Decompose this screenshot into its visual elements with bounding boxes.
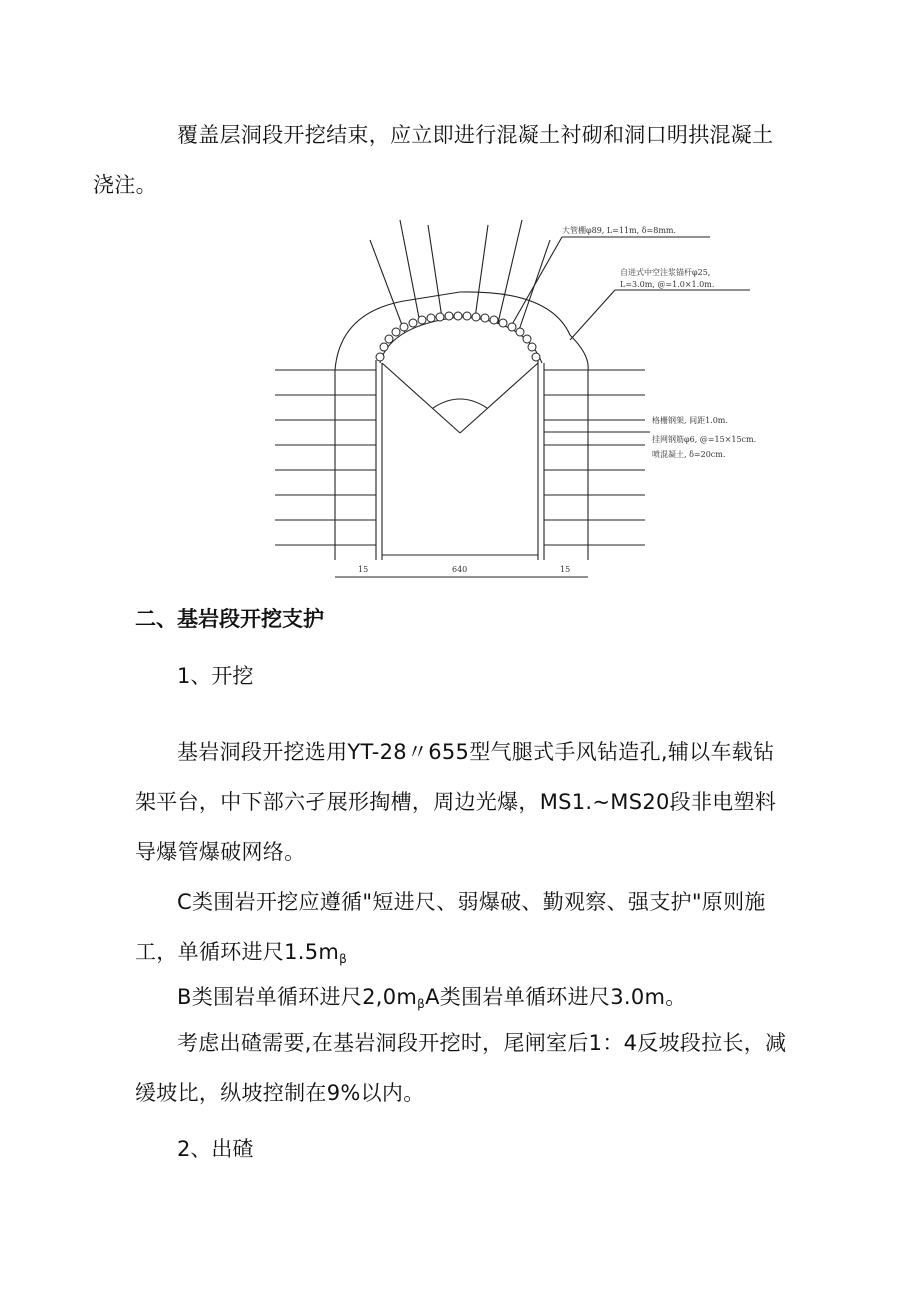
paragraph-c-class-subscript: β xyxy=(339,952,348,966)
label-grid-1: 格栅钢架, 间距1.0m. xyxy=(652,416,728,425)
dim-mid: 640 xyxy=(452,565,468,574)
tunnel-support-diagram xyxy=(270,215,810,585)
dim-right: 15 xyxy=(560,565,571,574)
subheading-mucking: 2、出碴 xyxy=(177,1137,254,1161)
paragraph-c-class xyxy=(135,877,795,984)
paragraph-intro-line1: 覆盖层洞段开挖结束，应立即进行混凝土衬砌和洞口明拱混凝土 xyxy=(177,123,774,147)
section-heading: 二、基岩段开挖支护 xyxy=(135,607,324,631)
paragraph-slope: 考虑出碴需要,在基岩洞段开挖时，尾闸室后1：4反坡段拉长，减缓坡比，纵坡控制在9%以内。 xyxy=(135,1031,787,1105)
label-anchor-2: L=3.0m, @=1.0×1.0m. xyxy=(620,280,715,289)
dim-left: 15 xyxy=(358,565,369,574)
paragraph-intro xyxy=(93,110,795,210)
label-grid-3: 喷混凝土, δ=20cm. xyxy=(652,450,726,459)
label-pipe-shed: 大管棚φ89, L=11m, δ=8mm. xyxy=(562,226,677,235)
subheading-excavation: 1、开挖 xyxy=(177,664,254,688)
label-anchor-1: 自进式中空注浆锚杆φ25, xyxy=(620,268,711,277)
paragraph-a-class-text: A类围岩单循环进尺3.0m。 xyxy=(425,985,687,1009)
paragraph-b-class-subscript: β xyxy=(417,997,426,1011)
label-grid-2: 挂网钢筋φ6, @=15×15cm. xyxy=(652,435,757,444)
paragraph-b-class-text: B类围岩单循环进尺2,0m xyxy=(177,985,418,1009)
paragraph-drilling: 基岩洞段开挖选用YT-28〃655型气腿式手风钻造孔,辅以车载钻架平台，中下部六孑展形掏槽，周边光爆，MS1.~MS20段非电塑料导爆管爆破网络。 xyxy=(135,740,777,864)
paragraph-intro-line2: 浇注。 xyxy=(93,173,157,197)
paragraph-c-class-text: C类围岩开挖应遵循"短进尺、弱爆破、勤观察、强支护"原则施工，单循环进尺1.5m xyxy=(135,890,766,964)
